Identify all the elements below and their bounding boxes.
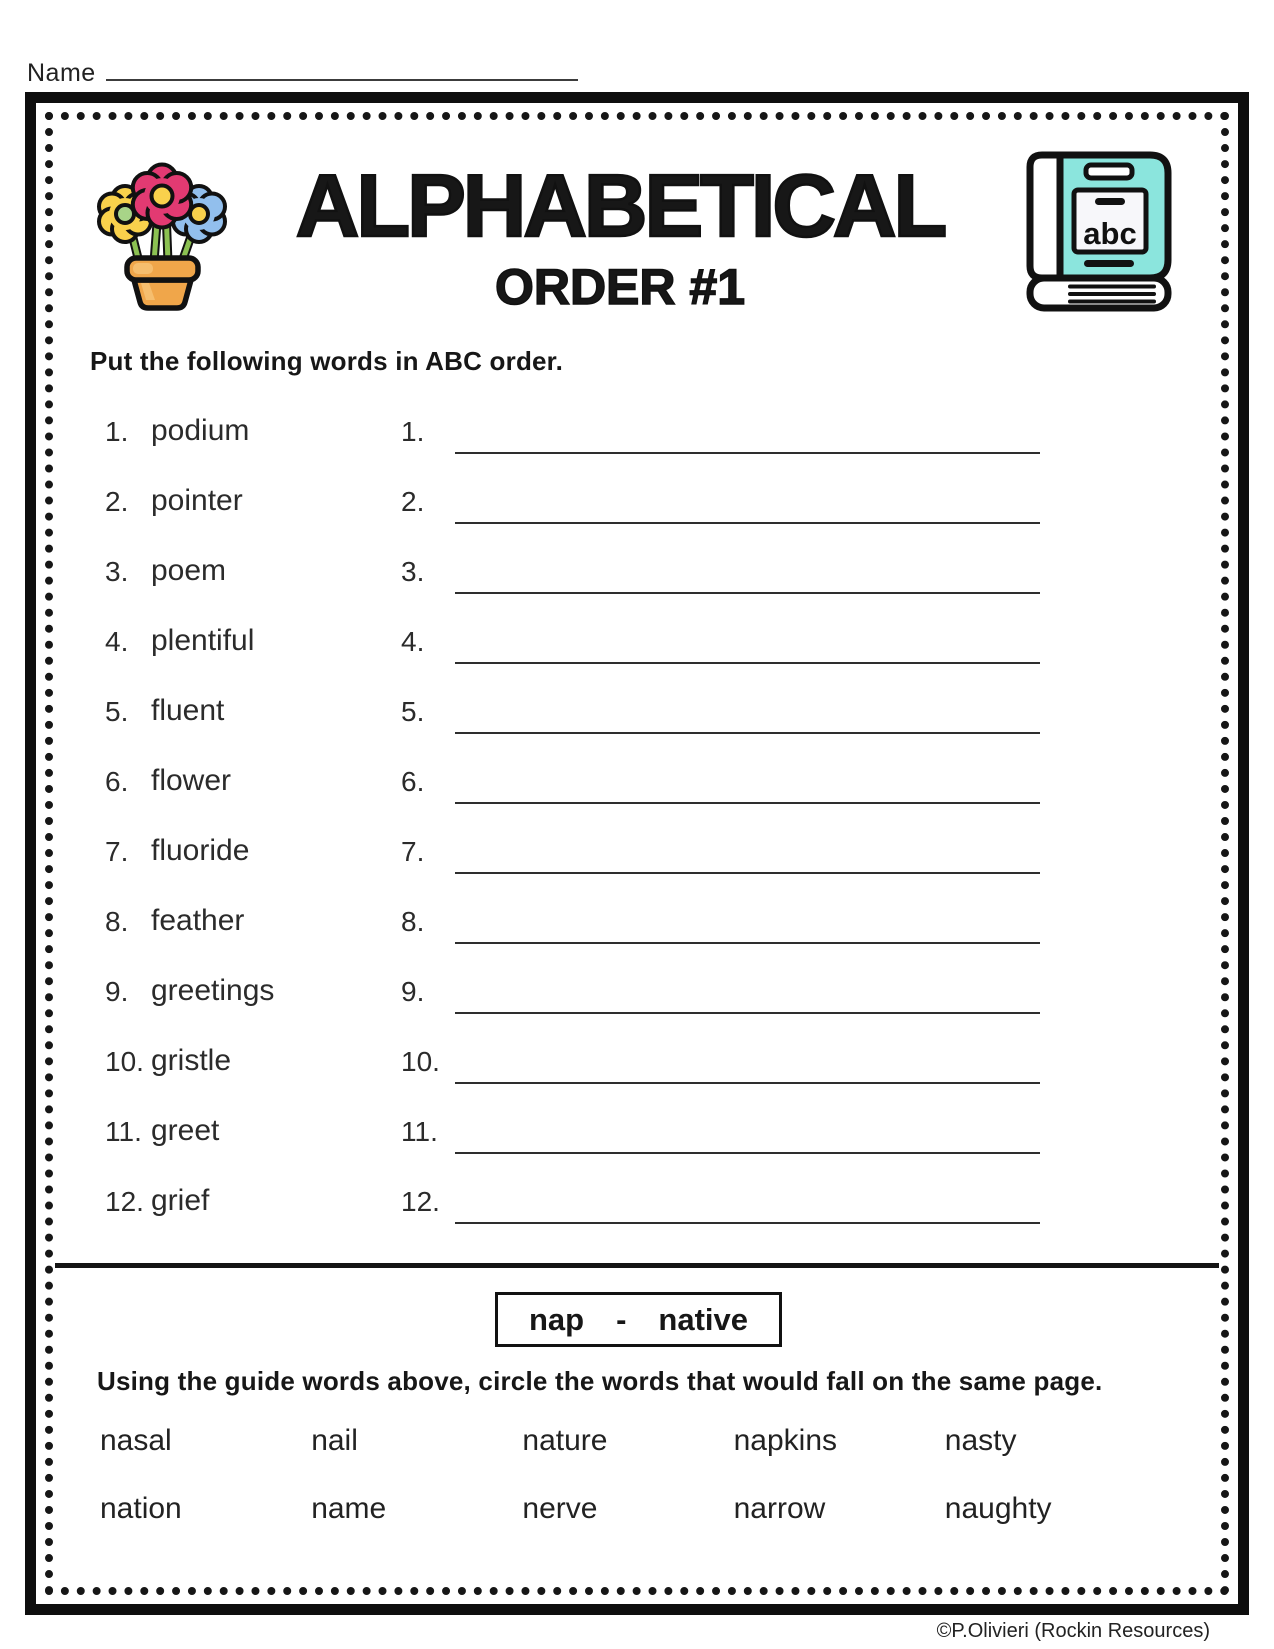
answer-blank-line[interactable] (455, 1038, 1040, 1084)
answer-blank-line[interactable] (455, 1108, 1040, 1154)
page-subtitle: ORDER #1 (494, 259, 746, 315)
source-number: 6. (105, 766, 129, 797)
name-write-line[interactable] (106, 52, 578, 81)
source-number: 2. (105, 486, 129, 517)
answer-blank-line[interactable] (455, 758, 1040, 804)
word-list-row (105, 760, 1040, 804)
source-number: 11. (105, 1116, 142, 1147)
guide-word-separator: - (616, 1301, 627, 1337)
word-list-row (105, 1110, 1040, 1154)
name-row (27, 52, 578, 88)
source-word: flower (151, 764, 232, 797)
page-title: ALPHABETICAL (295, 156, 945, 255)
answer-blank-line[interactable] (455, 898, 1040, 944)
guide-word-left: nap (528, 1301, 585, 1337)
source-word: greet (151, 1114, 220, 1147)
source-word: fluoride (151, 834, 250, 867)
word-list-row (105, 1040, 1040, 1084)
source-word: podium (151, 414, 250, 447)
source-number: 3. (105, 556, 129, 587)
answer-number: 12. (401, 1186, 440, 1217)
answer-blank-line[interactable] (455, 478, 1040, 524)
source-number: 4. (105, 626, 129, 657)
answer-blank-line[interactable] (455, 1178, 1040, 1224)
answer-blank-line[interactable] (455, 408, 1040, 454)
guide-words-instruction: Using the guide words above, circle the words that would fall on the same page. (97, 1366, 1103, 1396)
answer-number: 7. (401, 836, 425, 867)
source-number: 10. (105, 1046, 144, 1077)
candidate-words-row (100, 1492, 1156, 1526)
word-list-row (105, 1180, 1040, 1224)
candidate-word[interactable]: nerve (522, 1492, 598, 1525)
word-list-row (105, 480, 1040, 524)
word-list-row (105, 620, 1040, 664)
word-list-row (105, 970, 1040, 1014)
word-list-row (105, 830, 1040, 874)
candidate-word[interactable]: nasal (100, 1424, 172, 1457)
source-number: 7. (105, 836, 129, 867)
answer-blank-line[interactable] (455, 548, 1040, 594)
abc-order-instruction: Put the following words in ABC order. (90, 346, 563, 376)
section-divider (55, 1263, 1219, 1268)
candidate-word[interactable]: napkins (733, 1424, 837, 1457)
candidate-word[interactable]: nation (100, 1492, 182, 1525)
candidate-word[interactable]: nature (522, 1424, 608, 1457)
word-list-row (105, 550, 1040, 594)
candidate-word[interactable]: nail (311, 1424, 358, 1457)
source-word: plentiful (151, 624, 255, 657)
flower-pot-icon (85, 150, 240, 320)
source-number: 5. (105, 696, 129, 727)
answer-number: 5. (401, 696, 425, 727)
source-word: pointer (151, 484, 243, 517)
candidate-word[interactable]: nasty (944, 1424, 1017, 1457)
source-number: 12. (105, 1186, 144, 1217)
answer-number: 9. (401, 976, 425, 1007)
answer-number: 6. (401, 766, 425, 797)
guide-words-box (495, 1292, 782, 1347)
candidate-words-row (100, 1424, 1156, 1458)
source-number: 8. (105, 906, 129, 937)
source-word: fluent (151, 694, 225, 727)
answer-blank-line[interactable] (455, 828, 1040, 874)
abc-book-icon (1022, 148, 1177, 323)
answer-blank-line[interactable] (455, 688, 1040, 734)
answer-number: 4. (401, 626, 425, 657)
answer-number: 10. (401, 1046, 440, 1077)
source-number: 1. (105, 416, 129, 447)
answer-number: 1. (401, 416, 425, 447)
source-word: gristle (151, 1044, 232, 1077)
name-label: Name (27, 59, 96, 87)
source-word: feather (151, 904, 245, 937)
source-number: 9. (105, 976, 129, 1007)
footer-credit: ©P.Olivieri (Rockin Resources) (936, 1620, 1210, 1642)
header-title-block (250, 156, 990, 315)
guide-word-right: native (658, 1301, 749, 1337)
answer-number: 2. (401, 486, 425, 517)
candidate-word[interactable]: name (311, 1492, 387, 1525)
answer-number: 3. (401, 556, 425, 587)
word-list-row (105, 690, 1040, 734)
word-list-row (105, 900, 1040, 944)
source-word: grief (151, 1184, 210, 1217)
source-word: greetings (151, 974, 275, 1007)
answer-blank-line[interactable] (455, 618, 1040, 664)
candidate-word[interactable]: narrow (733, 1492, 826, 1525)
source-word: poem (151, 554, 227, 587)
answer-number: 8. (401, 906, 425, 937)
answer-blank-line[interactable] (455, 968, 1040, 1014)
answer-number: 11. (401, 1116, 438, 1147)
candidate-word[interactable]: naughty (944, 1492, 1052, 1525)
word-list-row (105, 410, 1040, 454)
svg-text:abc: abc (1083, 216, 1137, 251)
